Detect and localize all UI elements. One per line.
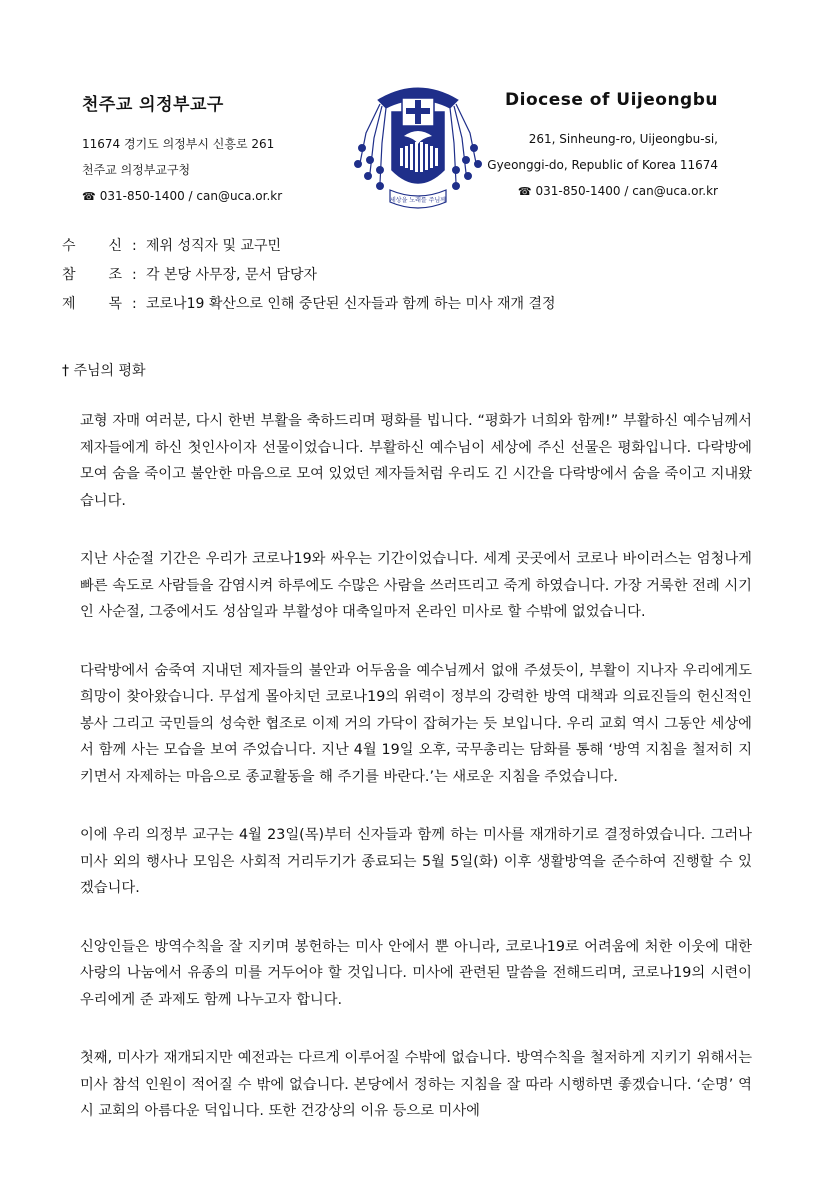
org-name-korean: 천주교 의정부교구 bbox=[82, 95, 224, 115]
label-char: 신 bbox=[108, 238, 122, 254]
header-right bbox=[487, 90, 718, 205]
paragraph: 교형 자매 여러분, 다시 한번 부활을 축하드리며 평화를 빕니다. “평화가 너희와 함께!” 부활하신 예수님께서 제자들에게 하신 첫인사이자 선물이었습니다. 부활하신 예수님이 세상에 주신 선물은 평화입니다. 다락방에 모여 숨을 죽이고 불안한 마음으로 모여 있었던 제자들처럼 우리도 긴 시간을 다락방에서 숨을 죽이고 지내왔습니다. bbox=[80, 413, 752, 509]
paragraph: 다락방에서 숨죽여 지내던 제자들의 불안과 어두움을 예수님께서 없애 주셨듯이, 부활이 지나자 우리에게도 희망이 찾아왔습니다. 무섭게 몰아치던 코로나19의 위력이 정부의 강력한 방역 대책과 의료진들의 헌신적인 봉사 그리고 국민들의 성숙한 협조로 이제 거의 가닥이 잡혀가는 듯 보입니다. 우리 교회 역시 그동안 세상에서 함께 사는 모습을 보여 주었습니다. 지난 4월 19일 오후, 국무총리는 담화를 통해 ‘방역 지침을 철저히 지키면서 자제하는 마음으로 종교활동을 해 주기를 바란다.’는 새로운 지침을 주었습니다. bbox=[80, 662, 752, 785]
address-korean: 11674 경기도 의정부시 신흥로 261 bbox=[82, 137, 275, 151]
meta-value: 각 본당 사무장, 문서 담당자 bbox=[146, 267, 318, 283]
colon: : bbox=[132, 296, 137, 312]
phone-icon: ☎ bbox=[82, 190, 96, 203]
contact-english bbox=[487, 178, 718, 205]
phone-icon: ☎ bbox=[517, 185, 532, 198]
colon: : bbox=[132, 267, 137, 283]
org-name-english: Diocese of Uijeongbu bbox=[505, 90, 718, 110]
contact-text: 031-850-1400 / can@uca.or.kr bbox=[535, 184, 718, 198]
contact-text: 031-850-1400 / can@uca.or.kr bbox=[99, 189, 283, 203]
meta-value: 코로나19 확산으로 인해 중단된 신자들과 함께 하는 미사 재개 결정 bbox=[146, 296, 556, 312]
address-english-line1: 261, Sinheung-ro, Uijeongbu-si, bbox=[528, 132, 718, 146]
label-char: 수 bbox=[62, 238, 76, 254]
meta-label bbox=[62, 232, 132, 261]
diocese-crest bbox=[348, 78, 488, 218]
meta-subject bbox=[62, 290, 556, 319]
label-char: 목 bbox=[108, 296, 122, 312]
header-left bbox=[82, 90, 282, 210]
paragraph: 이에 우리 의정부 교구는 4월 23일(목)부터 신자들과 함께 하는 미사를 재개하기로 결정하였습니다. 그러나 미사 외의 행사나 모임은 사회적 거리두기가 종료되는 5월 5일(화) 이후 생활방역을 준수하여 진행할 수 있겠습니다. bbox=[80, 827, 752, 896]
meta-value: 제위 성직자 및 교구민 bbox=[146, 238, 282, 254]
document-meta bbox=[62, 232, 556, 319]
office-name: 천주교 의정부교구청 bbox=[82, 163, 191, 177]
colon: : bbox=[132, 238, 137, 254]
paragraph: 지난 사순절 기간은 우리가 코로나19와 싸우는 기간이었습니다. 세계 곳곳에서 코로나 바이러스는 엄청나게 빠른 속도로 사람들을 감염시켜 하루에도 수많은 사람을 쓰러뜨리고 죽게 하였습니다. 가장 거룩한 전례 시기인 사순절, 그중에서도 성삼일과 부활성야 대축일마저 온라인 미사로 할 수밖에 없었습니다. bbox=[80, 551, 752, 620]
meta-reference bbox=[62, 261, 556, 290]
address-english-line2: Gyeonggi-do, Republic of Korea 11674 bbox=[487, 158, 718, 172]
contact-korean bbox=[82, 183, 282, 210]
meta-recipient bbox=[62, 232, 556, 261]
greeting: † 주님의 평화 bbox=[62, 363, 146, 379]
letter-body bbox=[80, 408, 752, 1157]
meta-label bbox=[62, 290, 132, 319]
meta-label bbox=[62, 261, 132, 290]
label-char: 참 bbox=[62, 267, 76, 283]
paragraph: 신앙인들은 방역수칙을 잘 지키며 봉헌하는 미사 안에서 뿐 아니라, 코로나19로 어려움에 처한 이웃에 대한 사랑의 나눔에서 유종의 미를 거두어야 할 것입니다. 미사에 관련된 말씀을 전해드리며, 코로나19의 시련이 우리에게 준 과제도 함께 나누고자 합니다. bbox=[80, 938, 752, 1008]
label-char: 제 bbox=[62, 296, 76, 312]
crest-svg bbox=[348, 78, 488, 218]
paragraph: 첫째, 미사가 재개되지만 예전과는 다르게 이루어질 수밖에 없습니다. 방역수칙을 철저하게 지키기 위해서는 미사 참석 인원이 적어질 수 밖에 없습니다. 본당에서 정하는 지침을 잘 따라 시행하면 좋겠습니다. ‘순명’ 역시 교회의 아름다운 덕입니다. 또한 건강상의 이유 등으로 미사에 bbox=[80, 1050, 752, 1119]
crest-motto: 세상을 노래를 주님께 bbox=[390, 197, 446, 204]
label-char: 조 bbox=[108, 267, 122, 283]
